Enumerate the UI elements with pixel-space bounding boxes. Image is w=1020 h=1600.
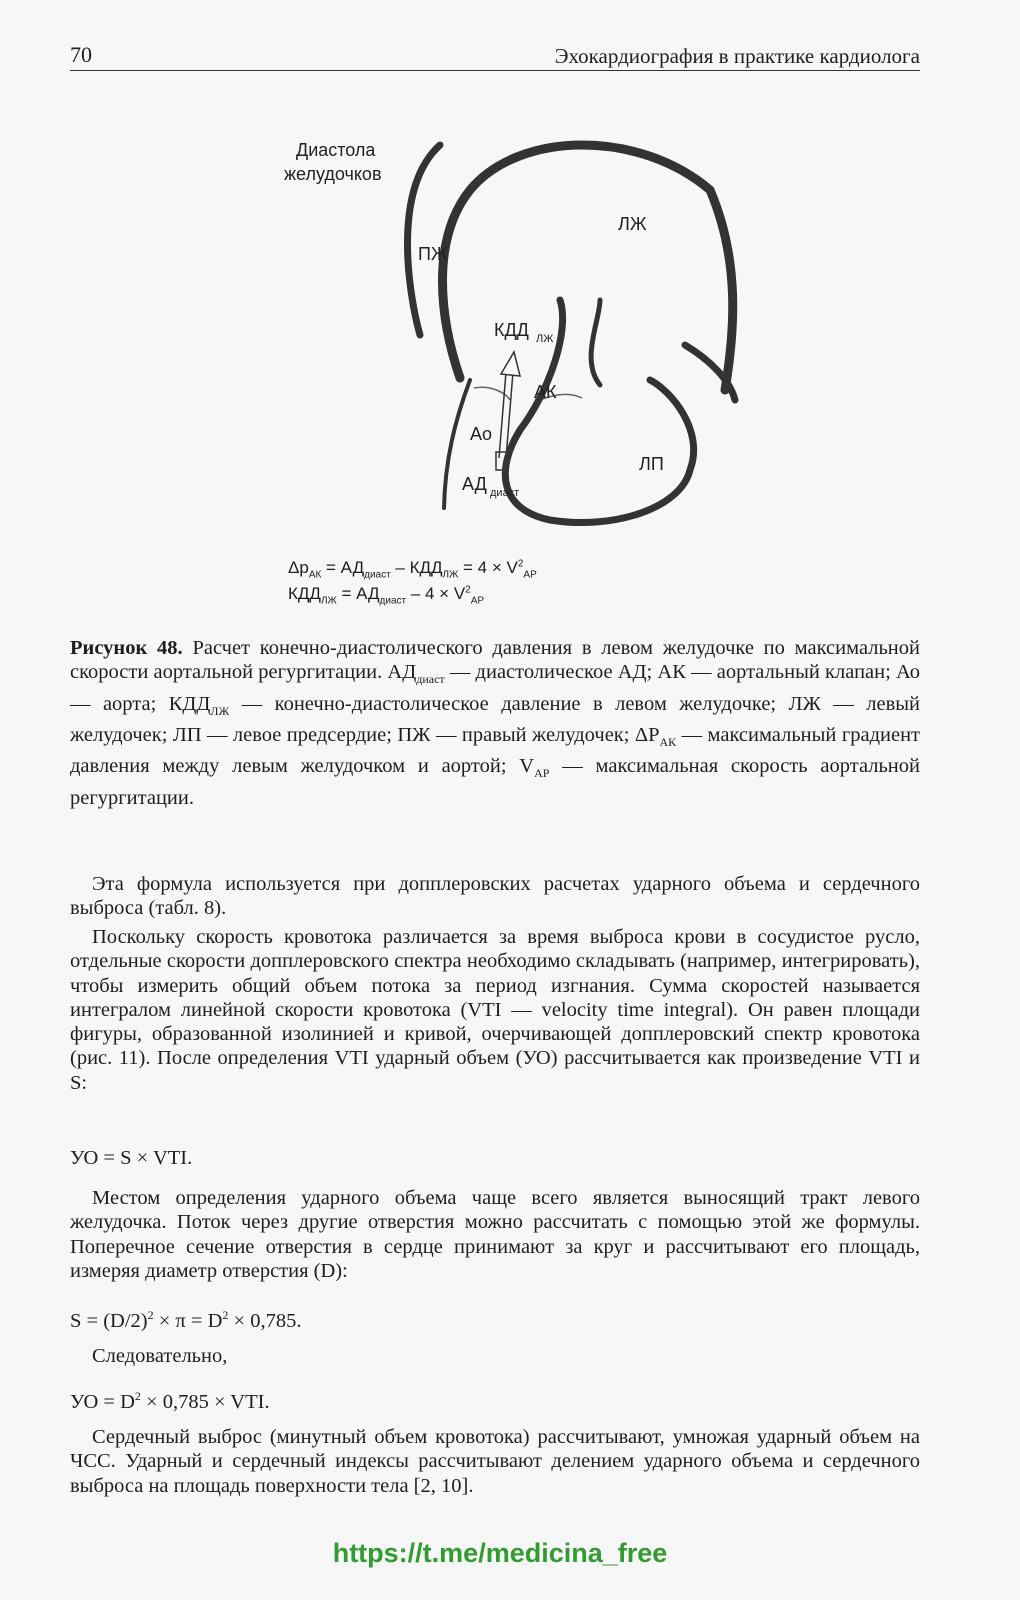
f1-dp-sub: АК [308,569,322,581]
la-label: ЛП [639,454,664,474]
formula-edp [288,584,484,606]
eq2-b: × π = D [153,1309,223,1332]
diastole-label-line2: желудочков [284,164,382,184]
paragraph-2: Поскольку скорость кровотока различается за время выброса крови в сосудистое русло, отдельные скорости допплеровского спектра необходимо складывать (например, интегрировать), чтобы измерить общий объем потока за период изгнания. Сумма скоростей называется интегралом линейной скорости кровотока (VTI — velocity time integral). Он равен площади фигуры, образованной изолинией и кривой, очерчивающей допплеровский спектр кровотока (рис. 11). После определения VTI ударный объем (УО) рассчитывается как произведение VTI и S: [70,926,920,1094]
rv-label: ПЖ [418,244,448,264]
f1-minus: – КДД [390,558,443,577]
page-number: 70 [70,42,92,67]
edp-label: КДД [494,320,529,340]
equation-sv-final [70,1384,270,1414]
f2-eq1: = АД [336,584,380,603]
atrium-wall [505,300,693,523]
formula-gradient [288,558,537,580]
aorta-label: Ао [470,424,493,444]
caption-text-4: — максимальный градиент давления между левым желудочком и аортой; V [70,724,920,778]
caption-sub-2: ЛЖ [210,703,230,718]
flow-arrow-head [501,352,520,376]
f2-kdd: КДД [288,584,321,603]
page-header [70,40,920,71]
diastole-label-line1: Диастола [296,140,376,160]
f2-v-sub: АР [470,595,485,607]
eq4-a: УО = D [70,1390,135,1413]
caption-text-5: — максимальная скорость аортальной регургитации. [70,755,920,809]
heart-diagram-svg [270,130,664,620]
f1-eq1: = АД [321,558,365,577]
edp-label-subscript: ЛЖ [536,333,554,345]
caption-text-2: — диастолическое АД; АК — аортальный клапан; Ао — аорта; КДД [70,661,921,715]
f1-v-sub: АР [523,569,537,581]
f2-ad-sub: диаст [379,595,407,607]
f2-kdd-sub: ЛЖ [320,595,337,607]
equation-area [70,1303,301,1333]
paragraph-1: Эта формула используется при допплеровских расчетах ударного объема и сердечного выброса (табл. 8). [70,873,920,920]
f2-rest: – 4 × V [406,584,466,603]
f1-eq2: = 4 × V [458,558,518,577]
eq2-c: × 0,785. [228,1309,302,1332]
eq2-sup1: 2 [147,1308,154,1322]
caption-text-1: Расчет конечно-диастолического давления в левом желудочке по максимальной скорости аортальной регургитации. АД [70,637,921,684]
running-title: Эхокардиография в практике кардиолога [554,44,920,68]
caption-sub-1: диаст [416,672,445,687]
equation-sv: УО = S × VTI. [70,1147,193,1169]
caption-sub-4: АР [534,766,550,781]
figure-caption [70,636,920,810]
lv-label: ЛЖ [618,214,647,234]
septum-lv-outer-wall [443,145,733,390]
flow-arrow-shaft-left [499,372,506,458]
dbp-label: АД [462,474,487,494]
f1-v-sup: 2 [517,558,524,570]
paragraph-4: Сердечный выброс (минутный объем кровотока) рассчитывают, умножая ударный объем на ЧСС. Ударный и сердечный индексы рассчитывают делением ударного объема и сердечного выброса на площадь поверхности тела [2, 10]. [70,1426,920,1497]
telegram-link[interactable]: https://t.me/medicina_free [332,1538,668,1568]
f1-dp: Δp [288,558,309,577]
rv-outer-wall [408,145,441,335]
f1-ad-sub: диаст [364,569,391,581]
dbp-label-subscript: диаст [490,487,520,499]
eq2-a: S = (D/2) [70,1309,148,1332]
eq4-b: × 0,785 × VTI. [140,1390,270,1413]
heart-diagram [270,130,664,620]
paragraph-3: Местом определения ударного объема чаще всего является выносящий тракт левого желудочка. Поток через другие отверстия можно рассчитать с помощью этой же формулы. Поперечное сечение отверстия в сердце принимают за круг и рассчитывают его площадь, измеряя диаметр отверстия (D): [70,1187,920,1282]
f1-kdd-sub: ЛЖ [442,569,459,581]
eq4-sup: 2 [134,1389,141,1403]
eq2-sup2: 2 [222,1308,229,1322]
therefore-line: Следовательно, [92,1345,228,1367]
caption-text-3: — конечно-диастолическое давление в левом желудочке; ЛЖ — левый желудочек; ЛП — левое предсердие; ПЖ — правый желудочек; ΔP [70,692,920,747]
caption-sub-3: АК [659,735,677,750]
caption-label: Рисунок 48. [70,637,183,659]
mitral-inner-wall [591,300,600,385]
aortic-valve-label: АК [534,382,557,402]
f2-v-sup: 2 [465,584,471,596]
